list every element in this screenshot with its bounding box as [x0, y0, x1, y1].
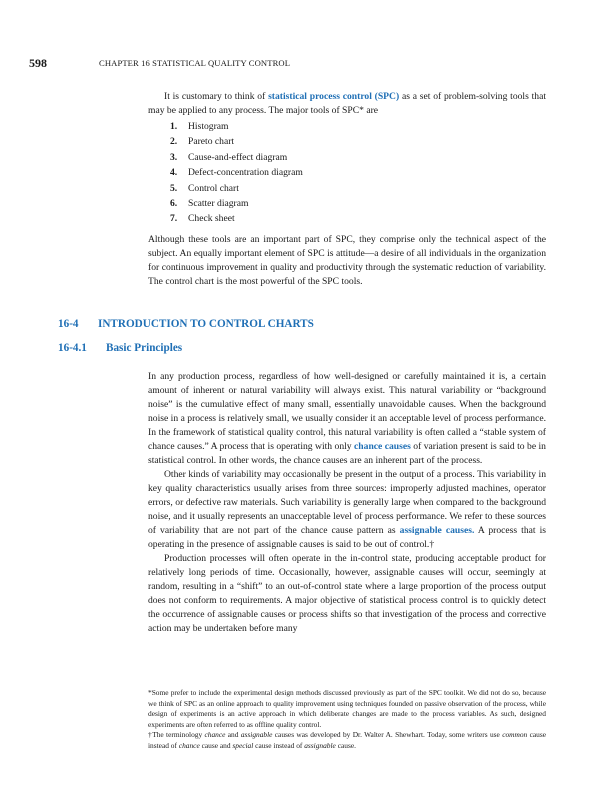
footnote-text: cause and: [199, 740, 233, 750]
footnote-italic: assignable: [240, 730, 273, 740]
list-item: [170, 211, 303, 226]
list-item-label: Defect-concentration diagram: [188, 167, 303, 179]
list-item-label: Cause-and-effect diagram: [188, 151, 288, 163]
chapter-title: CHAPTER 16 STATISTICAL QUALITY CONTROL: [99, 58, 291, 68]
list-item-number: 3.: [170, 151, 178, 163]
footnote-italic: chance: [204, 730, 226, 740]
footnote-text: cause instead of: [253, 740, 305, 750]
intro-text-end: as a set of problem-solving tools that may be applied to any process. The major tools of SPC* are: [148, 91, 546, 116]
section-heading: [58, 318, 314, 330]
list-item-label: Scatter diagram: [188, 197, 249, 209]
footnote-text: causes was developed by Dr. Walter A. Shewhart. Today, some writers use: [272, 730, 503, 740]
footnote-italic: chance: [178, 740, 200, 750]
footnote-text: cause instead of: [148, 730, 546, 750]
paragraph-text: A process that is operating in the presence of assignable causes is said to be out of control.†: [148, 525, 547, 550]
footnote-spc-toolkit: *Some prefer to include the experimental design methods discussed previously as part of the SPC toolkit. We did not do so, because we think of SPC as an online approach to quality improvement using techniques founded on passive observation of the process, while design of experiments is an active approach in which deliberate changes are made to the process variables. As such, designed experiments are often referred to as offline quality control.: [148, 688, 546, 729]
footnote-italic: common: [502, 730, 528, 740]
term-spc: statistical process control (SPC): [268, 91, 400, 102]
list-item-number: 6.: [170, 197, 178, 209]
list-item-label: Histogram: [188, 121, 229, 132]
paragraph-text: Production processes will often operate in the in-control state, producing acceptable product for relatively long periods of time. Occasionally, however, assignable causes will occur, seemingly at random, resulting in a “shift” to an out-of-control state where a large proportion of the process output does not conform to requirements. A major objective of statistical process control is to quickly detect the occurrence of assignable causes or process shifts so that investigation of the process and corrective action may be undertaken before many: [148, 553, 546, 634]
subsection-heading: [58, 342, 182, 354]
list-item-label: Check sheet: [188, 213, 235, 225]
after-list-paragraph: Although these tools are an important part of SPC, they comprise only the technical aspect of the subject. An equally important element of SPC is attitude—a desire of all individuals in the organization for continuous improvement in quality and productivity through the systematic reduction of variability. The control chart is the most powerful of the SPC tools.: [148, 234, 546, 287]
list-item: [170, 165, 303, 180]
list-item-number: 2.: [170, 136, 178, 148]
intro-paragraph: [148, 90, 546, 118]
footnote-text: cause.: [335, 740, 356, 750]
list-item: [170, 196, 303, 211]
subsection-number: 16-4.1: [58, 342, 87, 354]
list-item: [170, 150, 303, 165]
paragraph-text: In any production process, regardless of how well-designed or carefully maintained it is, a certain amount of inherent or natural variability will always exist. This natural variability or “background noise” is the cumulative effect of many small, essentially unavoidable causes. When the background noise in a process is relatively small, we usually consider it an acceptable level of process performance. In the framework of statistical quality control, this natural variability is often called a “stable system of chance causes.” A process that is operating with only: [148, 371, 546, 452]
basic-principles-body: [148, 370, 546, 636]
term-chance-causes: chance causes: [354, 441, 411, 452]
spc-tools-list: [170, 119, 303, 227]
list-item-label: Pareto chart: [188, 136, 235, 148]
paragraph-text: Other kinds of variability may occasionally be present in the output of a process. This variability in key quality characteristics usually arises from three sources: improperly adjusted machines, operator errors, or defective raw materials. Such variability is generally large when compared to the background noise, and it usually represents an unacceptable level of process performance. We refer to these sources of variability that are not part of the chance cause pattern as: [148, 469, 546, 536]
footnotes: [148, 688, 546, 752]
section-number: 16-4: [58, 318, 79, 330]
list-item: [170, 181, 303, 196]
footnote-italic: special: [232, 740, 254, 750]
body-paragraph: [148, 370, 546, 468]
intro-text-start: It is customary to think of: [164, 91, 269, 102]
body-paragraph: [148, 468, 546, 552]
list-item-number: 5.: [170, 182, 178, 194]
section-title: INTRODUCTION TO CONTROL CHARTS: [98, 318, 314, 330]
running-head: [29, 56, 569, 72]
body-paragraph: [148, 552, 546, 636]
footnote-italic: assignable: [304, 740, 336, 750]
footnote-text: †The terminology: [148, 730, 205, 740]
list-item-number: 1.: [170, 121, 178, 132]
term-assignable-causes: assignable causes.: [399, 525, 475, 536]
list-item: [170, 119, 303, 134]
page-number: 598: [29, 56, 47, 70]
subsection-title: Basic Principles: [106, 342, 183, 354]
list-item-number: 4.: [170, 167, 178, 179]
list-item-number: 7.: [170, 213, 178, 225]
footnote-text: and: [225, 730, 241, 740]
paragraph-text: of variation present is said to be in statistical control. In other words, the chance causes are an inherent part of the process.: [148, 441, 546, 466]
footnote-shewhart: [148, 730, 546, 751]
list-item: [170, 134, 303, 149]
list-item-label: Control chart: [188, 182, 239, 194]
